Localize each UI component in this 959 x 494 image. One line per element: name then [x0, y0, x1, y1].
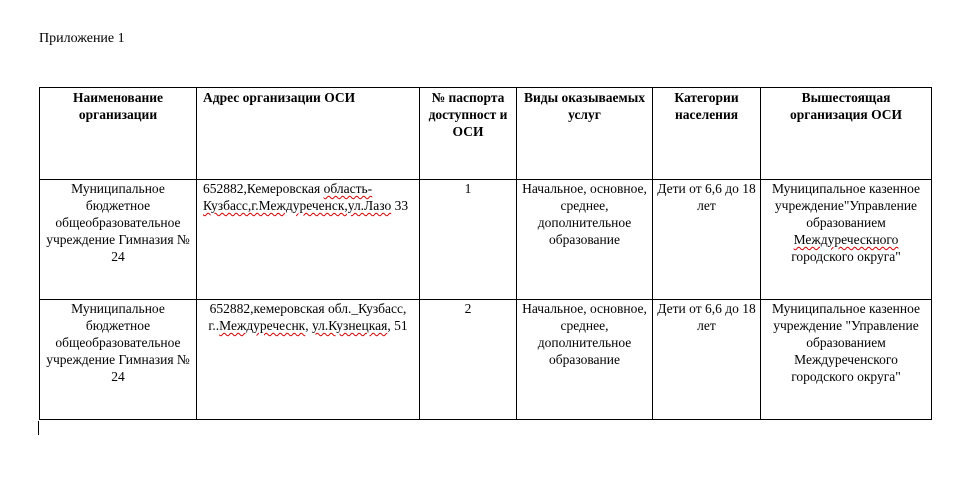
- cell-org-name: Муниципальное бюджетное общеобразовательное учреждение Гимназия № 24: [40, 300, 197, 420]
- address-text: 652882,Кемеровская: [203, 181, 324, 196]
- header-org-name: Наименование организации: [40, 88, 197, 180]
- table-header-row: [40, 88, 932, 180]
- address-text-end: , 51: [387, 318, 408, 333]
- cell-address: [197, 300, 420, 420]
- header-address: Адрес организации ОСИ: [197, 88, 420, 180]
- cell-org-name: Муниципальное бюджетное общеобразовательное учреждение Гимназия № 24: [40, 180, 197, 300]
- cell-services: Начальное, основное, среднее, дополнительное образование: [517, 300, 653, 420]
- parent-text: Муниципальное казенное учреждение"Управление образованием: [771, 181, 921, 230]
- parent-spellcheck-text: Междуреческного: [793, 232, 899, 247]
- cell-category: Дети от 6,6 до 18 лет: [653, 180, 761, 300]
- cell-passport-no: 2: [420, 300, 517, 420]
- cell-parent-org: Муниципальное казенное учреждение "Управление образованием Междуреченского городского округа": [761, 300, 932, 420]
- cell-passport-no: 1: [420, 180, 517, 300]
- header-passport-no: [420, 88, 517, 180]
- address-text: 652882,кемеровская обл._Кузбасс, г..: [208, 301, 407, 333]
- address-spellcheck-street: ул.Кузнецкая: [311, 318, 388, 333]
- address-spellcheck-text: Междуречеснк: [219, 318, 306, 333]
- header-parent-org: Вышестоящая организация ОСИ: [761, 88, 932, 180]
- header-services: Виды оказываемых услуг: [517, 88, 653, 180]
- header-passport-no-text: № паспорта доступност и ОСИ: [428, 90, 508, 139]
- header-category: Категории населения: [653, 88, 761, 180]
- cell-address: [197, 180, 420, 300]
- cell-category: Дети от 6,6 до 18 лет: [653, 300, 761, 420]
- address-text-mid: ,: [305, 318, 312, 333]
- table-row: [40, 300, 932, 420]
- text-cursor: [38, 421, 39, 435]
- osi-table: [39, 87, 932, 420]
- address-text-end: 33: [391, 198, 409, 213]
- table-row: [40, 180, 932, 300]
- appendix-label: Приложение 1: [39, 31, 125, 46]
- parent-text-end: городского округа": [791, 249, 901, 264]
- address-spellcheck-text: область-Кузбасс,г.Междуреченск,ул.Лазо: [203, 181, 392, 213]
- cell-parent-org: [761, 180, 932, 300]
- cell-services: Начальное, основное, среднее, дополнительное образование: [517, 180, 653, 300]
